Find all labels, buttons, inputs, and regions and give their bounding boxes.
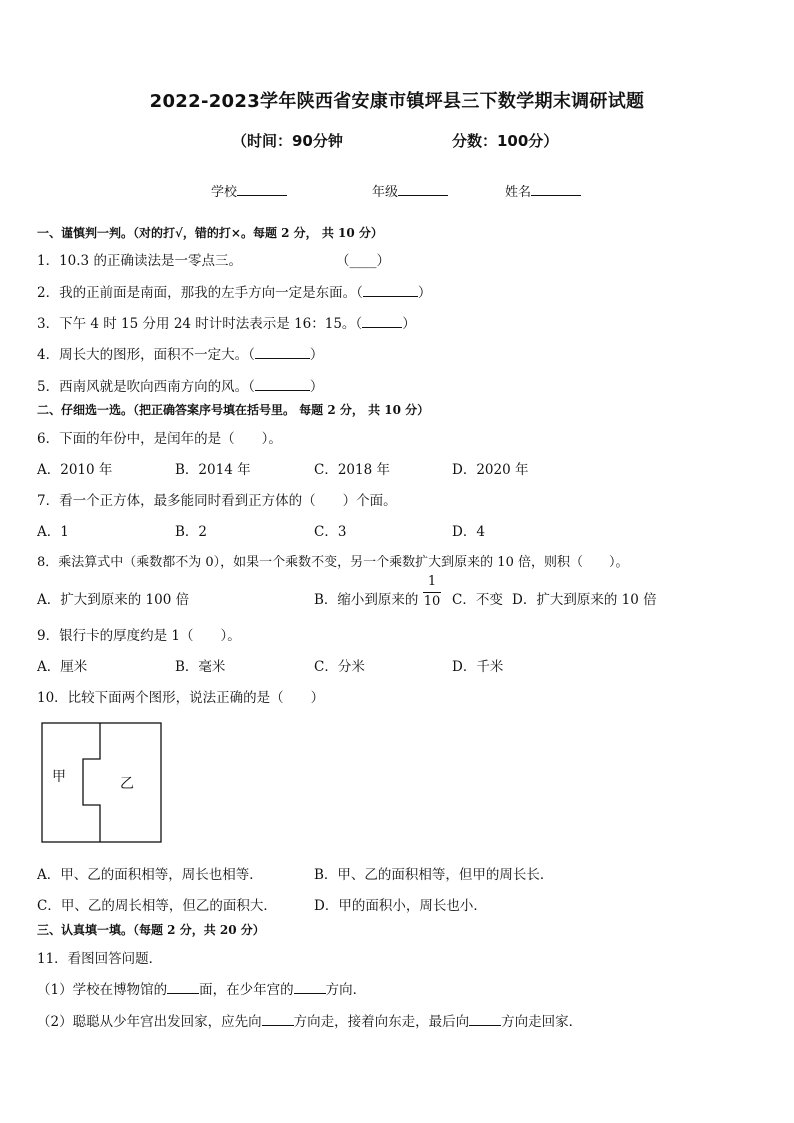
page-title: 2022-2023学年陕西省安康市镇坪县三下数学期末调研试题 [149, 91, 645, 112]
jia-yi-figure [40, 721, 165, 846]
name-label: 姓名 [505, 185, 532, 200]
question-3: 3．下午 4 时 15 分用 24 时计时法表示是 16：15。（ ） [37, 312, 416, 332]
question-8-option-c[interactable]: C．不变 [452, 592, 503, 608]
fraction-numerator: 1 [427, 574, 437, 589]
question-2-blank[interactable] [363, 282, 418, 297]
question-2: 2．我的正前面是南面，那我的左手方向一定是东面。（ ） [37, 281, 431, 301]
question-5: 5．西南风就是吹向西南方向的风。（ ） [37, 375, 323, 395]
question-5-blank[interactable] [255, 376, 310, 391]
question-7-option-c[interactable]: C．3 [314, 524, 347, 540]
q11-part1-blank-2[interactable] [294, 979, 326, 994]
question-11-part-2: （2）聪聪从少年宫出发回家，应先向 方向走，接着向东走，最后向 方向走回家． [37, 1010, 582, 1030]
question-8-option-d[interactable]: D．扩大到原来的 10 倍 [512, 592, 657, 608]
question-10-option-b[interactable]: B．甲、乙的面积相等，但甲的周长长． [314, 867, 554, 883]
section-1-heading: 一、谨慎判一判。（对的打√，错的打×。每题 2 分， 共 10 分） [37, 226, 383, 240]
question-4: 4．周长大的图形，面积不一定大。（ ） [37, 343, 323, 363]
question-7-option-d[interactable]: D．4 [452, 524, 485, 540]
grade-blank[interactable] [398, 181, 448, 196]
grade-label: 年级 [372, 185, 399, 200]
question-6-option-c[interactable]: C．2018 年 [314, 462, 390, 478]
question-1-answer[interactable]: （____） [336, 253, 390, 269]
score-info: 分数：100分） [452, 132, 559, 150]
question-1: 1．10.3 的正确读法是一零点三。 [37, 253, 242, 269]
school-label: 学校 [211, 185, 238, 200]
name-blank[interactable] [531, 181, 581, 196]
question-7-option-a[interactable]: A．1 [37, 524, 69, 540]
question-8: 8．乘法算式中（乘数都不为 0），如果一个乘数不变，另一个乘数扩大到原来的 10 倍，则积（ ）。 [37, 555, 629, 570]
question-10-option-a[interactable]: A．甲、乙的面积相等，周长也相等． [37, 867, 263, 883]
figure-divider-line [83, 723, 100, 842]
question-10-option-d[interactable]: D．甲的面积小，周长也小． [314, 898, 487, 914]
one-tenth-fraction [423, 574, 441, 610]
fraction-bar [423, 592, 441, 593]
q11-part2-blank-1[interactable] [262, 1011, 294, 1026]
section-2-heading: 二、仔细选一选。（把正确答案序号填在括号里。 每题 2 分， 共 10 分） [37, 403, 430, 417]
time-info: （时间：90分钟 [232, 132, 343, 150]
grade-field[interactable] [372, 181, 448, 200]
question-3-blank[interactable] [362, 313, 402, 328]
question-6-option-d[interactable]: D．2020 年 [452, 462, 529, 478]
question-10-option-c[interactable]: C．甲、乙的周长相等，但乙的面积大． [37, 898, 277, 914]
question-11-part-1: （1）学校在博物馆的 面，在少年宫的 方向． [37, 978, 366, 998]
question-6-option-b[interactable]: B．2014 年 [175, 462, 251, 478]
question-9-option-a[interactable]: A．厘米 [37, 659, 88, 675]
school-blank[interactable] [237, 181, 287, 196]
question-9: 9．银行卡的厚度约是 1（ ）。 [37, 628, 241, 644]
question-7-option-b[interactable]: B．2 [175, 524, 208, 540]
fraction-denominator: 10 [423, 594, 441, 609]
q11-part1-blank-1[interactable] [167, 979, 199, 994]
section-3-heading: 三、认真填一填。（每题 2 分，共 20 分） [37, 923, 265, 937]
question-9-option-c[interactable]: C．分米 [314, 659, 365, 675]
q11-part2-blank-2[interactable] [469, 1011, 501, 1026]
question-9-option-d[interactable]: D．千米 [452, 659, 504, 675]
question-6-option-a[interactable]: A．2010 年 [37, 462, 113, 478]
label-yi: 乙 [120, 776, 134, 792]
question-8-option-a[interactable]: A．扩大到原来的 100 倍 [37, 592, 190, 608]
question-11: 11．看图回答问题． [37, 951, 163, 967]
question-7: 7．看一个正方体，最多能同时看到正方体的（ ）个面。 [37, 493, 397, 509]
question-8-option-b[interactable]: B．缩小到原来的 [314, 592, 419, 608]
name-field[interactable] [505, 181, 581, 200]
question-9-option-b[interactable]: B．毫米 [175, 659, 226, 675]
question-4-blank[interactable] [255, 344, 310, 359]
label-jia: 甲 [52, 769, 66, 785]
school-field[interactable] [211, 181, 287, 200]
question-10: 10．比较下面两个图形，说法正确的是（ ） [37, 690, 325, 706]
question-6: 6．下面的年份中，是闰年的是（ ）。 [37, 431, 282, 447]
